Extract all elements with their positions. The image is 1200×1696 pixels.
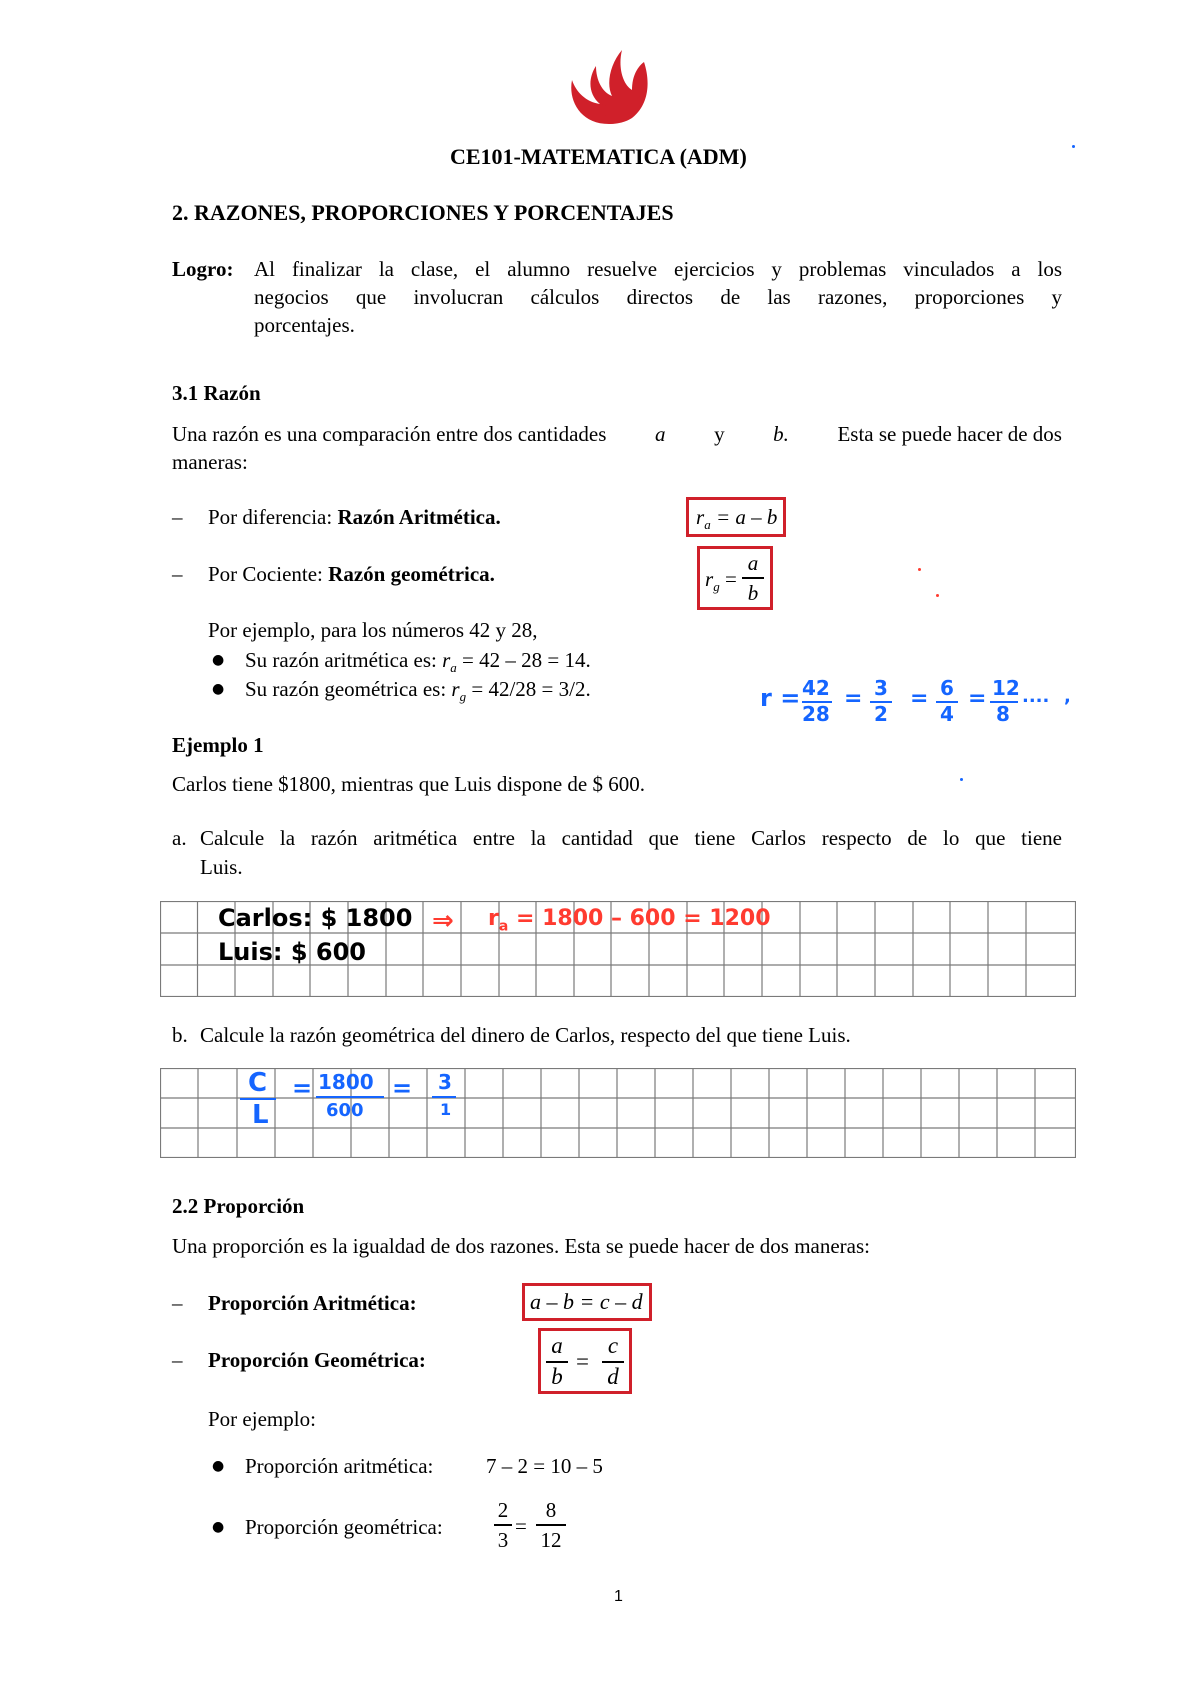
prop-ex-num2: 8 — [545, 1498, 557, 1522]
prop-geo-num1: a — [551, 1333, 563, 1358]
razon-intro-part-b: Esta se puede hacer de dos — [837, 422, 1062, 446]
hand-note-frac4-den: 8 — [996, 702, 1010, 726]
bullet1-text: Su razón aritmética es: — [245, 648, 437, 672]
logro-line-2: negocios que involucran cálculos directos de las razones, proporciones y — [254, 285, 1062, 309]
hand-b-eq1: = — [292, 1074, 313, 1102]
course-title: CE101-MATEMATICA (ADM) — [450, 144, 747, 169]
unit-title: 2. RAZONES, PROPORCIONES Y PORCENTAJES — [172, 200, 674, 225]
bullet1-sub: a — [450, 660, 457, 676]
prop-geo-num2: c — [607, 1333, 619, 1358]
proporcion-heading: 2.2 Proporción — [172, 1194, 305, 1218]
razon-geometrica-formula-lhs — [705, 565, 737, 601]
hand-note-frac2-num: 3 — [874, 676, 888, 700]
hand-note-tail: .... — [1022, 686, 1050, 707]
hand-a-arrow: ⇒ — [432, 906, 454, 936]
razon-intro-part-a: Una razón es una comparación entre dos cantidades — [172, 422, 607, 446]
part-a-line-1: Calcule la razón aritmética entre la cantidad que tiene Carlos respecto de lo que tiene — [200, 826, 1062, 850]
hand-note-eq1: = — [844, 686, 863, 711]
hand-b-den2: 600 — [326, 1100, 364, 1121]
razon-intro-var-a: a — [654, 422, 666, 446]
razon-item2-dash: – — [172, 562, 183, 586]
bullet1-r: r — [442, 648, 451, 672]
hand-b-den3: 1 — [440, 1100, 452, 1119]
razon-geometrica-fraction-bar — [742, 577, 764, 579]
prop-geo-bar2 — [602, 1361, 624, 1363]
razon-bullet2-dot: ● — [212, 681, 225, 697]
hand-a-luis: Luis: $ 600 — [218, 938, 366, 966]
formula-r: r — [696, 505, 705, 529]
hand-a-expression: = 1800 – 600 = 1200 — [515, 906, 771, 931]
razon-geometrica-num: a — [747, 551, 759, 575]
university-logo — [566, 40, 652, 126]
prop-ex-bar1 — [494, 1524, 512, 1526]
hand-note-eq3: = — [968, 686, 987, 711]
hand-b-eq2: = — [392, 1074, 413, 1102]
razon-item1-prefix: Por diferencia: — [208, 505, 333, 529]
prop-ex-eq: = — [515, 1514, 527, 1538]
part-a-line-2: Luis. — [200, 855, 243, 879]
hand-note-frac1-den: 28 — [802, 702, 830, 726]
proporcion-bullet1-dot: ● — [212, 1458, 225, 1474]
hand-note-eq2: = — [910, 686, 929, 711]
hand-note-frac2-den: 2 — [874, 702, 888, 726]
page-number: 1 — [614, 1588, 623, 1605]
part-b-text: Calcule la razón geométrica del dinero de Carlos, respecto del que tiene Luis. — [200, 1023, 851, 1047]
razon-bullet1-dot: ● — [212, 652, 225, 668]
bullet1-rest: = 42 – 28 = 14. — [462, 648, 591, 672]
hand-a-calc — [488, 906, 771, 934]
razon-geometrica-den: b — [747, 581, 759, 605]
handwritten-ratio-note — [760, 676, 1080, 730]
razon-item1-dash: – — [172, 505, 183, 529]
hand-a-sub: a — [498, 918, 509, 935]
prop-geo-den1: b — [551, 1364, 563, 1389]
proporcion-example-intro: Por ejemplo: — [208, 1407, 316, 1431]
proporcion-bullet2-dot: ● — [212, 1519, 225, 1535]
prop-geo-den2: d — [607, 1364, 619, 1389]
part-a-label: a. — [172, 826, 187, 850]
razon-item2-text — [208, 560, 495, 588]
hand-note-frac1-num: 42 — [802, 676, 830, 700]
razon-item2-prefix: Por Cociente: — [208, 562, 323, 586]
prop-geo-eq: = — [576, 1349, 589, 1374]
ejemplo1-heading: Ejemplo 1 — [172, 733, 264, 757]
hand-b-den1: L — [252, 1100, 269, 1130]
stray-ink-dot — [960, 778, 963, 781]
bullet2-rest: = 42/28 = 3/2. — [471, 677, 591, 701]
formula-sub: g — [713, 579, 720, 595]
razon-bullet2 — [245, 675, 591, 711]
hand-a-r: r — [488, 906, 499, 931]
razon-item2-bold: Razón geométrica. — [328, 562, 495, 586]
stray-ink-dot — [936, 594, 939, 597]
proporcion-bullet2-text: Proporción geométrica: — [245, 1515, 443, 1539]
hand-b-num3: 3 — [438, 1070, 452, 1094]
hand-b-bar3 — [432, 1096, 456, 1098]
formula-eq: = — [724, 567, 737, 591]
razon-intro-line-1 — [172, 420, 1062, 448]
razon-heading: 3.1 Razón — [172, 381, 261, 405]
logro-line-3: porcentajes. — [254, 313, 355, 337]
razon-item1-text — [208, 503, 501, 531]
part-b-label: b. — [172, 1023, 188, 1047]
prop-ex-bar2 — [536, 1524, 566, 1526]
razon-example-intro: Por ejemplo, para los números 42 y 28, — [208, 618, 538, 642]
razon-intro-line-2: maneras: — [172, 450, 248, 474]
razon-item1-bold: Razón Aritmética. — [337, 505, 501, 529]
prop-ex-num1: 2 — [497, 1498, 509, 1522]
logro-line-1: Al finalizar la clase, el alumno resuelve ejercicios y problemas vinculados a los — [254, 257, 1062, 281]
hand-b-num1: C — [248, 1068, 268, 1098]
hand-note-frac3-num: 6 — [940, 676, 954, 700]
hand-note-end: , — [1064, 686, 1071, 707]
formula-r: r — [705, 567, 714, 591]
bullet2-r: r — [451, 677, 460, 701]
ejemplo1-statement: Carlos tiene $1800, mientras que Luis dispone de $ 600. — [172, 772, 646, 796]
hand-note-frac3-den: 4 — [940, 702, 954, 726]
logro-label: Logro: — [172, 257, 234, 281]
proporcion-bullet1-text: Proporción aritmética: — [245, 1454, 434, 1478]
stray-ink-dot — [1072, 145, 1075, 148]
hand-note-r: r = — [760, 684, 801, 712]
proporcion-item2-bold: Proporción Geométrica: — [208, 1348, 426, 1372]
bullet2-sub: g — [459, 689, 467, 705]
prop-ex-den1: 3 — [497, 1528, 509, 1552]
hand-a-carlos: Carlos: $ 1800 — [218, 904, 413, 932]
prop-geo-bar1 — [546, 1361, 568, 1363]
proporcion-item1-bold: Proporción Aritmética: — [208, 1291, 417, 1315]
prop-ex-den2: 12 — [540, 1528, 562, 1552]
razon-intro-var-b: b. — [773, 422, 789, 446]
proporcion-bullet1-formula: 7 – 2 = 10 – 5 — [486, 1454, 603, 1478]
hand-b-num2: 1800 — [318, 1070, 374, 1094]
razon-aritmetica-formula — [696, 503, 777, 539]
proporcion-item2-dash: – — [172, 1348, 183, 1372]
formula-rest: = a – b — [715, 505, 778, 529]
formula-sub: a — [704, 517, 711, 533]
proporcion-item1-dash: – — [172, 1291, 183, 1315]
hand-note-frac4-num: 12 — [992, 676, 1020, 700]
stray-ink-dot — [918, 568, 921, 571]
bullet2-text: Su razón geométrica es: — [245, 677, 447, 701]
proporcion-intro: Una proporción es la igualdad de dos razones. Esta se puede hacer de dos maneras: — [172, 1234, 870, 1258]
razon-intro-y: y — [714, 422, 725, 446]
proporcion-aritmetica-formula: a – b = c – d — [530, 1289, 643, 1314]
hand-b-bar2 — [316, 1096, 384, 1098]
